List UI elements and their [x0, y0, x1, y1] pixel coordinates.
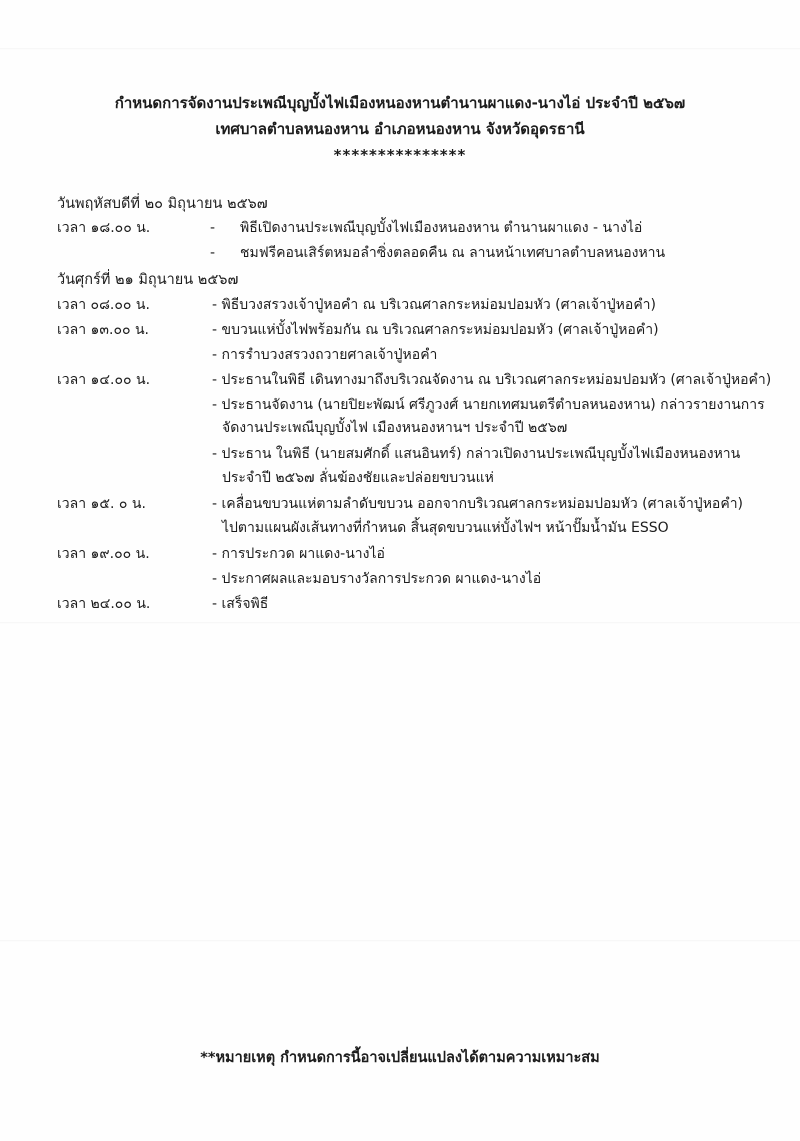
- day2-item-contest: - การประกวด ผาแดง-นางไอ่: [212, 546, 385, 562]
- day2-item-report: - ประธานจัดงาน (นายปิยะพัฒน์ ศรีภูวงศ์ นายกเทศมนตรีตำบลหนองหาน) กล่าวรายงานการ: [212, 397, 765, 413]
- day2-item-chairman-arrives: - ประธานในพิธี เดินทางมาถึงบริเวณจัดงาน ณ บริเวณศาลกระหม่อมปอมหัว (ศาลเจ้าปู่หอคำ): [212, 372, 772, 388]
- day2-item-parade: - เคลื่อนขบวนแห่ตามลำดับขบวน ออกจากบริเวณศาลกระหม่อมปอมหัว (ศาลเจ้าปู่หอคำ): [212, 496, 744, 512]
- header-title: กำหนดการจัดงานประเพณีบุญบั้งไฟเมืองหนองหานตำนานผาแดง-นางไอ่ ประจำปี ๒๕๖๗: [114, 94, 686, 112]
- day2-time-1900: เวลา ๑๙.๐๐ น.: [57, 546, 150, 562]
- day1-date: วันพฤหัสบดีที่ ๒๐ มิถุนายน ๒๕๖๗: [57, 196, 268, 212]
- day2-time-2400: เวลา ๒๔.๐๐ น.: [57, 596, 151, 612]
- day2-item-procession: - ขบวนแห่บั้งไฟพร้อมกัน ณ บริเวณศาลกระหม่อมปอมหัว (ศาลเจ้าปู่หอคำ): [212, 322, 659, 338]
- document-header: [0, 90, 800, 168]
- list-dash: -: [210, 220, 216, 236]
- footnote: **หมายเหตุ กำหนดการนี้อาจเปลี่ยนแปลงได้ตามความเหมาะสม: [200, 1050, 600, 1066]
- day2-time-0800: เวลา ๐๘.๐๐ น.: [57, 297, 150, 313]
- day2-item-worship: - พิธีบวงสรวงเจ้าปู่หอคำ ณ บริเวณศาลกระหม่อมปอมหัว (ศาลเจ้าปู่หอคำ): [212, 297, 657, 313]
- day2-item-end: - เสร็จพิธี: [212, 596, 269, 612]
- day2-item-awards: - ประกาศผลและมอบรางวัลการประกวด ผาแดง-นางไอ่: [212, 571, 542, 587]
- day2-item-parade-cont: ไปตามแผนผังเส้นทางที่กำหนด สิ้นสุดขบวนแห่บั้งไฟฯ หน้าปั๊มน้ำมัน ESSO: [222, 520, 669, 536]
- header-separator: ***************: [333, 146, 467, 164]
- paper-fold-line: [0, 940, 800, 942]
- day2-item-report-cont: จัดงานประเพณีบุญบั้งไฟ เมืองหนองหานฯ ประจำปี ๒๕๖๗: [222, 420, 568, 436]
- day2-time-1300: เวลา ๑๓.๐๐ น.: [57, 322, 150, 338]
- header-organization: เทศบาลตำบลหนองหาน อำเภอหนองหาน จังหวัดอุดรธานี: [215, 120, 585, 138]
- day2-date: วันศุกร์ที่ ๒๑ มิถุนายน ๒๕๖๗: [57, 272, 239, 288]
- day2-item-dance: - การรำบวงสรวงถวายศาลเจ้าปู่หอคำ: [212, 347, 438, 363]
- day2-time-1400: เวลา ๑๔.๐๐ น.: [57, 372, 151, 388]
- list-dash: -: [210, 245, 216, 261]
- paper-fold-line: [0, 622, 800, 624]
- day1-time-1800: เวลา ๑๘.๐๐ น.: [57, 220, 151, 236]
- day2-item-opening-speech: - ประธาน ในพิธี (นายสมศักดิ์ แสนอินทร์) กล่าวเปิดงานประเพณีบุญบั้งไฟเมืองหนองหาน: [212, 446, 741, 462]
- day2-time-1500: เวลา ๑๕. ๐ น.: [57, 496, 146, 512]
- day1-item-concert: ชมฟรีคอนเสิร์ตหมอลำซิ่งตลอดคืน ณ ลานหน้าเทศบาลตำบลหนองหาน: [240, 245, 666, 261]
- day1-item-opening: พิธีเปิดงานประเพณีบุญบั้งไฟเมืองหนองหาน ตำนานผาแดง - นางไอ่: [240, 220, 643, 236]
- paper-fold-line: [0, 48, 800, 50]
- day2-item-opening-speech-cont: ประจำปี ๒๕๖๗ ลั่นฆ้องชัยและปล่อยขบวนแห่: [222, 470, 494, 486]
